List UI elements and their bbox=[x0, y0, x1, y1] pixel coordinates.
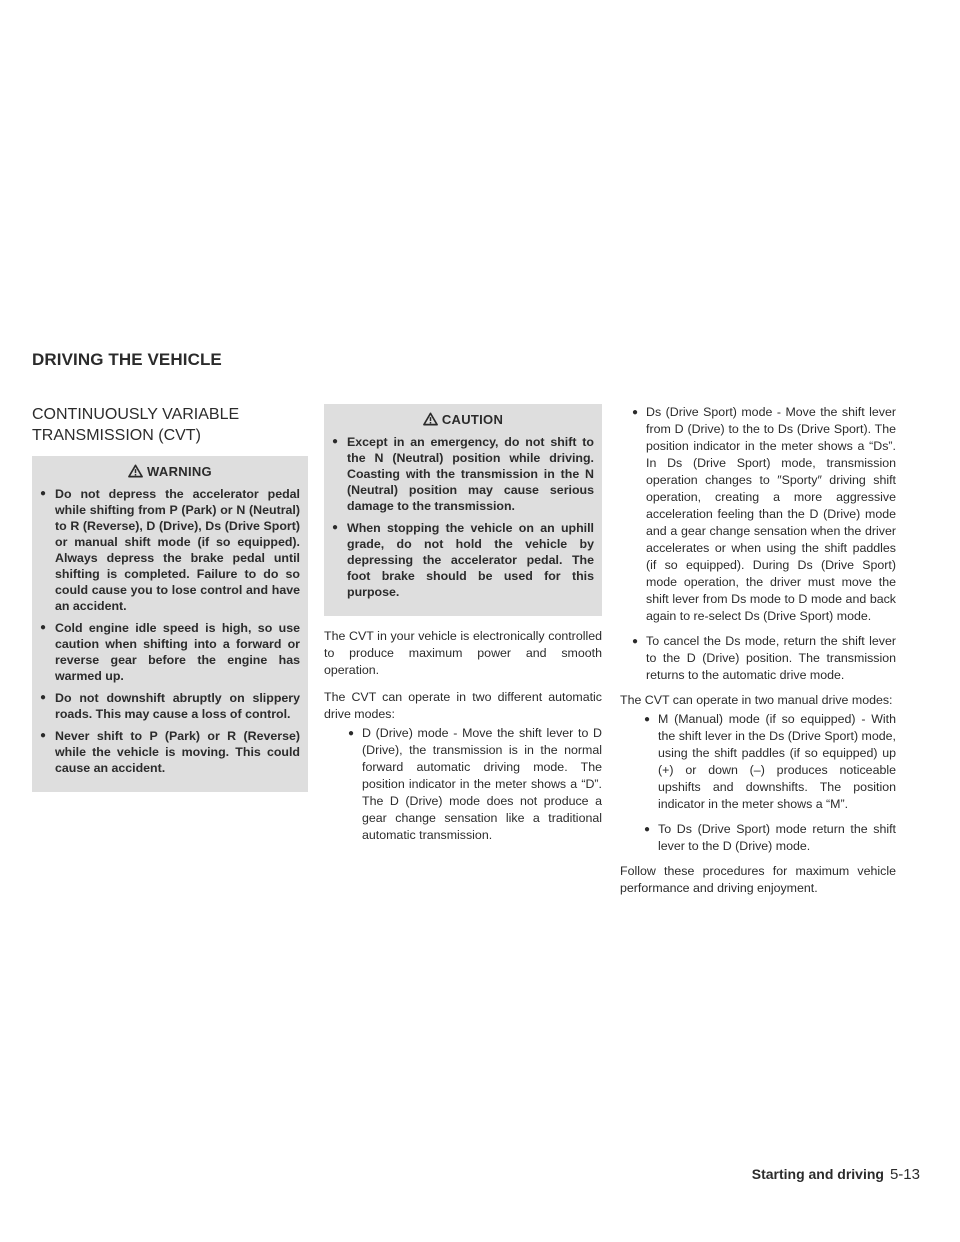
page-number: 5-13 bbox=[889, 1166, 920, 1183]
auto-modes-paragraph: The CVT can operate in two different automatic drive modes: bbox=[324, 690, 602, 721]
page-footer bbox=[752, 1166, 920, 1183]
warning-title bbox=[40, 460, 300, 482]
caution-title bbox=[332, 408, 594, 430]
auto-mode-item: ● Ds (Drive Sport) mode - Move the shift lever from D (Drive) to the to Ds (Drive Sport). The position indicator in the meter shows a “Ds”. In Ds (Drive Sport) mode, transmission operation changes to ″Sporty″ driving shift operation, creating a more aggressive acceleration feeling than the D (Drive) mode and a gear change sensation when the driver accelerates or when using the shift paddles (if so equipped). During Ds (Drive Sport) mode operation, the driver must move the shift lever from Ds mode to D mode and back again to re-select Ds (Drive Sport) mode. bbox=[632, 404, 896, 625]
column-2 bbox=[324, 404, 602, 852]
warning-item: ● Never shift to P (Park) or R (Reverse) while the vehicle is moving. This could cause an accident. bbox=[40, 728, 300, 776]
section-title-line-1: CONTINUOUSLY VARIABLE bbox=[32, 406, 240, 423]
auto-modes-list bbox=[324, 725, 602, 844]
manual-mode-item: ● M (Manual) mode (if so equipped) - With the shift lever in the Ds (Drive Sport) mode, using the shift paddles (if so equipped) up (+) or down (–) produces noticeable upshifts and downshifts. The position indicator in the meter shows a “M”. bbox=[644, 711, 896, 813]
warning-list bbox=[40, 486, 300, 776]
warning-triangle-icon bbox=[128, 464, 143, 478]
caution-label: CAUTION bbox=[441, 411, 504, 427]
section-header: DRIVING THE VEHICLE bbox=[32, 350, 222, 369]
section-title-line-2: TRANSMISSION (CVT) bbox=[32, 427, 201, 444]
warning-item: ● Cold engine idle speed is high, so use caution when shifting into a forward or reverse gear before the engine has warmed up. bbox=[40, 620, 300, 684]
section-title bbox=[32, 404, 308, 446]
warning-label: WARNING bbox=[147, 463, 212, 479]
manual-mode-item: ● To Ds (Drive Sport) mode return the shift lever to the D (Drive) mode. bbox=[644, 821, 896, 855]
cvt-intro-paragraph: The CVT in your vehicle is electronically controlled to produce maximum power and smooth operation. bbox=[324, 629, 602, 677]
caution-box bbox=[324, 404, 602, 616]
caution-item: ● When stopping the vehicle on an uphill grade, do not hold the vehicle by depressing the accelerator pedal. The foot brake should be used for this purpose. bbox=[332, 520, 594, 600]
caution-triangle-icon bbox=[423, 412, 438, 426]
column-3 bbox=[620, 404, 896, 897]
auto-mode-item: ● D (Drive) mode - Move the shift lever to D (Drive), the transmission is in the normal forward automatic driving mode. The position indicator in the meter shows a “D”. The D (Drive) mode does not produce a gear change sensation like a traditional automatic transmission. bbox=[348, 725, 602, 844]
follow-paragraph: Follow these procedures for maximum vehicle performance and driving enjoyment. bbox=[620, 864, 896, 895]
caution-item: ● Except in an emergency, do not shift to the N (Neutral) position while driving. Coasting with the transmission in the N (Neutral) position may cause serious damage to the transmission. bbox=[332, 434, 594, 514]
caution-list bbox=[332, 434, 594, 600]
manual-modes-list bbox=[620, 711, 896, 855]
column-1 bbox=[32, 404, 308, 792]
footer-chapter-title: Starting and driving bbox=[751, 1166, 884, 1182]
manual-modes-paragraph: The CVT can operate in two manual drive modes: bbox=[620, 693, 893, 707]
auto-mode-item: ● To cancel the Ds mode, return the shift lever to the D (Drive) position. The transmission returns to the automatic drive mode. bbox=[632, 633, 896, 684]
warning-item: ● Do not downshift abruptly on slippery roads. This may cause a loss of control. bbox=[40, 690, 300, 722]
auto-modes-list-continued bbox=[620, 404, 896, 684]
warning-item: ● Do not depress the accelerator pedal while shifting from P (Park) or N (Neutral) to R (Reverse), D (Drive), Ds (Drive Sport) or manual shift mode (if so equipped). Always depress the brake pedal until shifting is completed. Failure to do so could cause you to lose control and have an accident. bbox=[40, 486, 300, 614]
warning-box bbox=[32, 456, 308, 792]
